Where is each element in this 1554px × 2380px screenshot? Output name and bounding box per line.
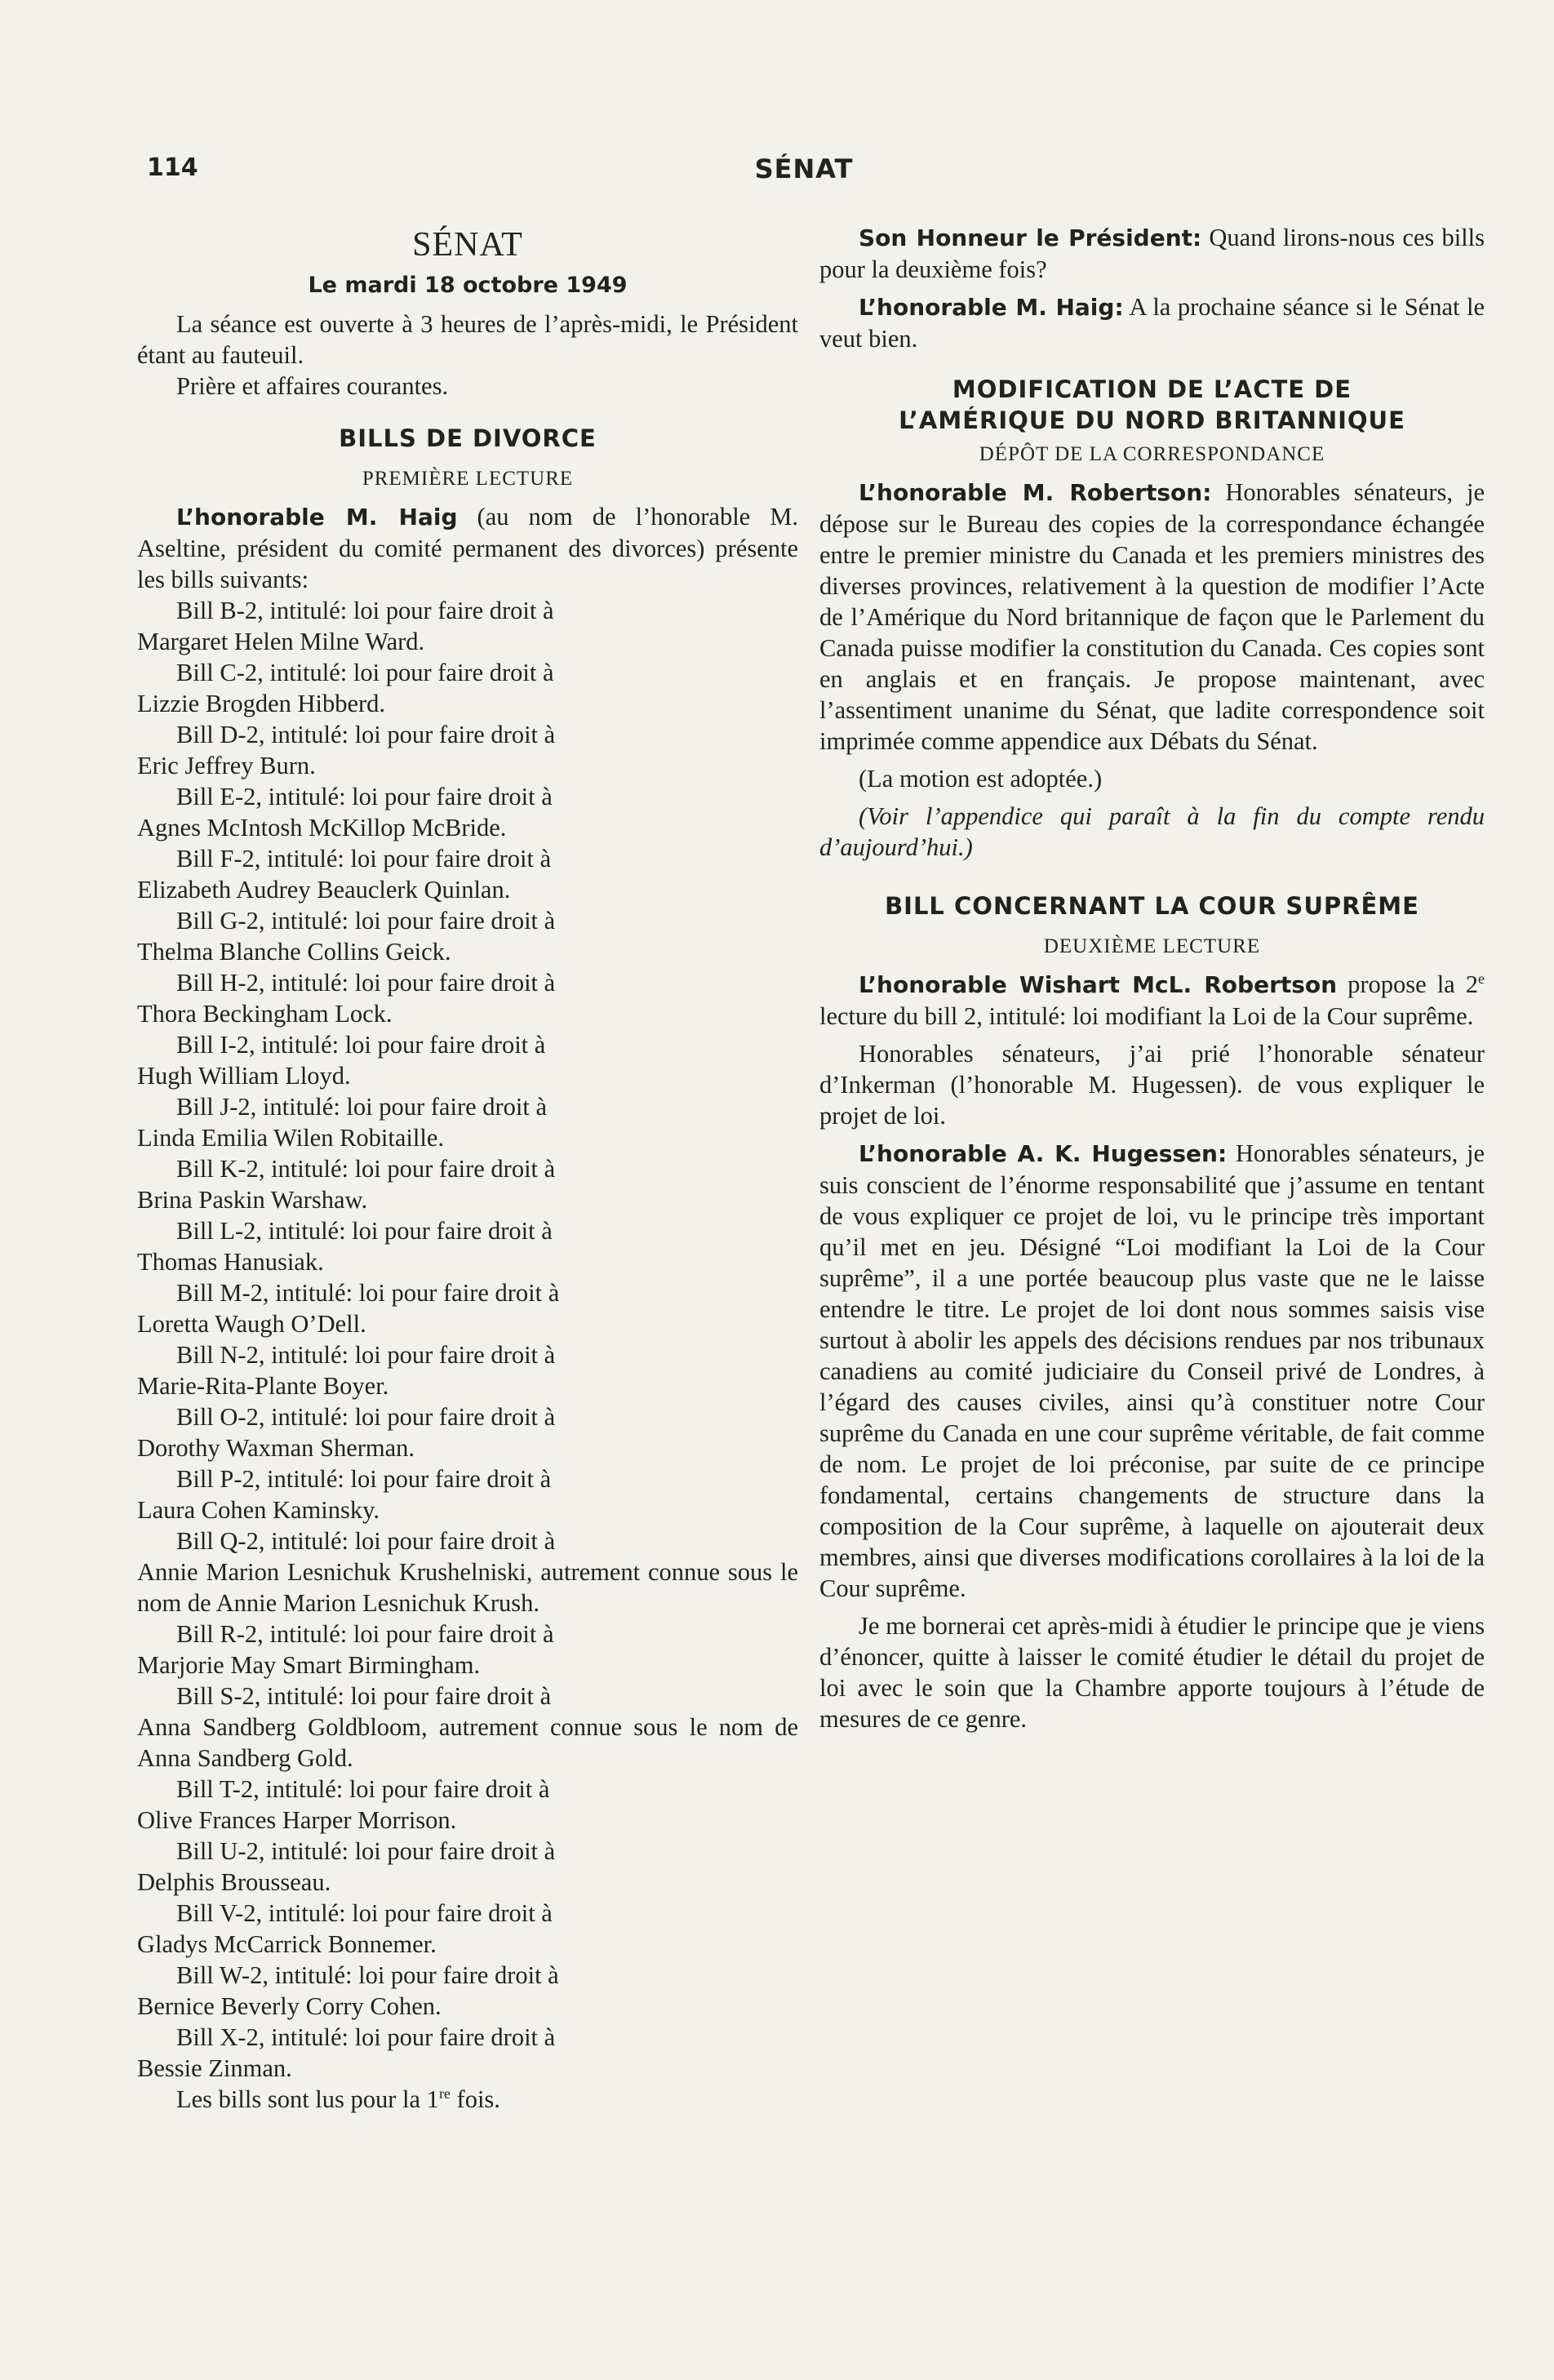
bill-lead: Bill F-2, intitulé: loi pour faire droit à bbox=[176, 845, 552, 873]
section-heading-bna-line1: MODIFICATION DE L’ACTE DE bbox=[952, 375, 1352, 403]
sub-heading-first-reading: PREMIÈRE LECTURE bbox=[362, 468, 574, 490]
bill-name: Marjorie May Smart Birmingham. bbox=[137, 1651, 481, 1679]
bill-name: Eric Jeffrey Burn. bbox=[137, 752, 316, 779]
prayers-paragraph: Prière et affaires courantes. bbox=[176, 372, 449, 400]
bill-lead: Bill T-2, intitulé: loi pour faire droit à bbox=[176, 1775, 550, 1803]
bill-name: Lizzie Brogden Hibberd. bbox=[137, 690, 386, 717]
bill-lead: Bill C-2, intitulé: loi pour faire droit à bbox=[176, 659, 554, 686]
bill-name: Anna Sandberg Goldbloom, autrement connue sous le nom de Anna Sandberg Gold. bbox=[137, 1713, 798, 1772]
hugessen-paragraph bbox=[819, 1138, 1485, 1604]
speaker-haig: L’honorable M. Haig bbox=[176, 504, 458, 531]
bill-name: Thora Beckingham Lock. bbox=[137, 1000, 393, 1028]
sub-heading-correspondence: DÉPÔT DE LA CORRESPONDANCE bbox=[979, 443, 1325, 465]
sub-heading-second-reading: DEUXIÈME LECTURE bbox=[1043, 935, 1261, 957]
wishart-text-b: lecture du bill 2, intitulé: loi modifiant la Loi de la Cour suprême. bbox=[819, 1002, 1474, 1030]
running-title: SÉNAT bbox=[754, 153, 854, 184]
closing-superscript: re bbox=[438, 2085, 451, 2102]
bill-lead: Bill I-2, intitulé: loi pour faire droit à bbox=[176, 1031, 546, 1059]
closing-text: Les bills sont lus pour la 1 bbox=[176, 2085, 439, 2113]
closing-text-end: fois. bbox=[450, 2085, 500, 2113]
bill-lead: Bill V-2, intitulé: loi pour faire droit à bbox=[176, 1899, 553, 1927]
page-number: 114 bbox=[147, 153, 198, 182]
bill-name: Hugh William Lloyd. bbox=[137, 1062, 351, 1090]
closing-paragraph bbox=[137, 2084, 798, 2115]
bill-lead: Bill Q-2, intitulé: loi pour faire droit à bbox=[176, 1527, 556, 1555]
bill-lead: Bill K-2, intitulé: loi pour faire droit à bbox=[176, 1155, 556, 1183]
president-text: Quand lirons-nous ces bills pour la deuxième fois? bbox=[819, 224, 1485, 283]
bill-lead: Bill E-2, intitulé: loi pour faire droit à bbox=[176, 783, 553, 810]
bill-lead: Bill W-2, intitulé: loi pour faire droit à bbox=[176, 1961, 559, 1989]
bill-name: Loretta Waugh O’Dell. bbox=[137, 1310, 366, 1338]
bill-lead: Bill D-2, intitulé: loi pour faire droit à bbox=[176, 721, 556, 748]
bill-lead: Bill X-2, intitulé: loi pour faire droit à bbox=[176, 2023, 556, 2051]
bill-name: Dorothy Waxman Sherman. bbox=[137, 1434, 415, 1462]
bill-lead: Bill B-2, intitulé: loi pour faire droit à bbox=[176, 597, 554, 624]
haig-reply-paragraph bbox=[819, 291, 1485, 354]
bill-name: Gladys McCarrick Bonnemer. bbox=[137, 1930, 437, 1958]
running-head bbox=[139, 153, 1469, 194]
section-heading-bna-line2: L’AMÉRIQUE DU NORD BRITANNIQUE bbox=[899, 406, 1405, 434]
left-column bbox=[137, 222, 798, 2115]
robertson-text: Honorables sénateurs, je dépose sur le Bureau des copies de la correspondance échangée entre le premier ministre du Canada et les premiers ministres des diverses provinces, relativement à la question de modifier l’Acte de l’Amérique du Nord britannique de façon que le Parlement du Canada puisse modifier la constitution du Canada. Ces copies sont en anglais et en français. Je propose maintenant, avec l’assentiment unanime du Sénat, que ladite correspondence soit imprimée comme appendice aux Débats du Sénat. bbox=[819, 478, 1485, 755]
section-heading-bna bbox=[819, 374, 1485, 436]
bill-name: Elizabeth Audrey Beauclerk Quinlan. bbox=[137, 876, 511, 904]
bill-lead: Bill J-2, intitulé: loi pour faire droit à bbox=[176, 1093, 548, 1121]
speaker-hugessen: L’honorable A. K. Hugessen: bbox=[859, 1140, 1228, 1167]
bill-lead: Bill S-2, intitulé: loi pour faire droit à bbox=[176, 1682, 552, 1710]
bill-lead: Bill L-2, intitulé: loi pour faire droit à bbox=[176, 1217, 553, 1245]
bill-name: Marie-Rita-Plante Boyer. bbox=[137, 1372, 389, 1400]
right-column bbox=[819, 222, 1485, 1734]
bill-lead: Bill N-2, intitulé: loi pour faire droit à bbox=[176, 1341, 556, 1369]
bill-lead: Bill U-2, intitulé: loi pour faire droit à bbox=[176, 1837, 556, 1865]
senat-title: SÉNAT bbox=[412, 226, 523, 264]
bill-name: Bessie Zinman. bbox=[137, 2054, 292, 2082]
section-heading-divorce: BILLS DE DIVORCE bbox=[339, 424, 597, 452]
wishart-text-a: propose la 2 bbox=[1337, 970, 1478, 998]
sitting-date: Le mardi 18 octobre 1949 bbox=[308, 273, 628, 298]
bill-lead: Bill H-2, intitulé: loi pour faire droit à bbox=[176, 969, 556, 997]
opening-paragraph: La séance est ouverte à 3 heures de l’après-midi, le Président étant au fauteuil. bbox=[137, 310, 798, 369]
bill-lead: Bill O-2, intitulé: loi pour faire droit à bbox=[176, 1403, 556, 1431]
bill-name: Laura Cohen Kaminsky. bbox=[137, 1496, 380, 1524]
bill-name: Agnes McIntosh McKillop McBride. bbox=[137, 814, 507, 841]
bill-lead: Bill G-2, intitulé: loi pour faire droit à bbox=[176, 907, 556, 935]
speaker-wishart-robertson: L’honorable Wishart McL. Robertson bbox=[859, 971, 1338, 998]
hugessen-text: Honorables sénateurs, je suis conscient de l’énorme responsabilité que j’assume en tentant de vous expliquer ce projet de loi, vu le principe très important qu’il met en jeu. Désigné “Loi modifiant la Loi de la Cour suprême”, il a une portée beaucoup plus vaste que ne le laisse entendre le titre. Le projet de loi dont nous sommes saisis vise surtout à abolir les appels des décisions rendues par nos tribunaux canadiens au comité judiciaire du Conseil privé de Londres, à l’égard des causes civiles, ainsi qu’à constituer notre Cour suprême du Canada en une cour suprême véritable, de fait comme de nom. Le projet de loi préconise, par suite de ce principe fondamental, certains changements de structure dans la composition de la Cour suprême, à laquelle on ajouterait deux membres, ainsi que diverses modifications corollaires à la loi de la Cour suprême. bbox=[819, 1139, 1485, 1602]
haig-intro-text: (au nom de l’honorable M. Aseltine, président du comité permanent des divorces) présente les bills suivants: bbox=[137, 503, 798, 593]
speaker-haig-reply: L’honorable M. Haig: bbox=[859, 294, 1124, 321]
bill-name: Margaret Helen Milne Ward. bbox=[137, 628, 425, 655]
hugessen-intro-paragraph: Honorables sénateurs, j’ai prié l’honorable sénateur d’Inkerman (l’honorable M. Hugessen). de vous expliquer le projet de loi. bbox=[819, 1040, 1485, 1130]
bill-list bbox=[137, 595, 798, 2084]
motion-adopted: (La motion est adoptée.) bbox=[859, 765, 1103, 793]
speaker-president: Son Honneur le Président: bbox=[859, 224, 1202, 251]
bill-lead: Bill M-2, intitulé: loi pour faire droit à bbox=[176, 1279, 560, 1307]
wishart-superscript: e bbox=[1478, 970, 1485, 987]
speaker-robertson: L’honorable M. Robertson: bbox=[859, 479, 1212, 506]
bill-lead: Bill P-2, intitulé: loi pour faire droit à bbox=[176, 1465, 552, 1493]
hugessen-closing-paragraph: Je me bornerai cet après-midi à étudier le principe que je viens d’énoncer, quitte à laisser le comité étudier le détail du projet de loi avec le soin que la Chambre apporte toujours à l’étude de mesures de ce genre. bbox=[819, 1612, 1485, 1733]
bill-name: Olive Frances Harper Morrison. bbox=[137, 1806, 457, 1834]
robertson-paragraph bbox=[819, 477, 1485, 757]
bill-name: Linda Emilia Wilen Robitaille. bbox=[137, 1124, 444, 1152]
bill-name: Brina Paskin Warshaw. bbox=[137, 1186, 368, 1214]
haig-reply-text: A la prochaine séance si le Sénat le veut bien. bbox=[819, 293, 1485, 353]
section-heading-supreme-court: BILL CONCERNANT LA COUR SUPRÊME bbox=[885, 892, 1419, 920]
wishart-robertson-paragraph bbox=[819, 969, 1485, 1032]
bill-name: Thomas Hanusiak. bbox=[137, 1248, 324, 1276]
appendix-note: (Voir l’appendice qui paraît à la fin du compte rendu d’aujourd’hui.) bbox=[819, 802, 1485, 861]
haig-intro-paragraph bbox=[137, 501, 798, 595]
bill-name: Annie Marion Lesnichuk Krushelniski, autrement connue sous le nom de Annie Marion Lesnichuk Krush. bbox=[137, 1558, 798, 1617]
bill-name: Thelma Blanche Collins Geick. bbox=[137, 938, 451, 966]
bill-name: Bernice Beverly Corry Cohen. bbox=[137, 1992, 442, 2020]
bill-lead: Bill R-2, intitulé: loi pour faire droit à bbox=[176, 1620, 554, 1648]
president-paragraph bbox=[819, 222, 1485, 285]
bill-name: Delphis Brousseau. bbox=[137, 1868, 331, 1896]
